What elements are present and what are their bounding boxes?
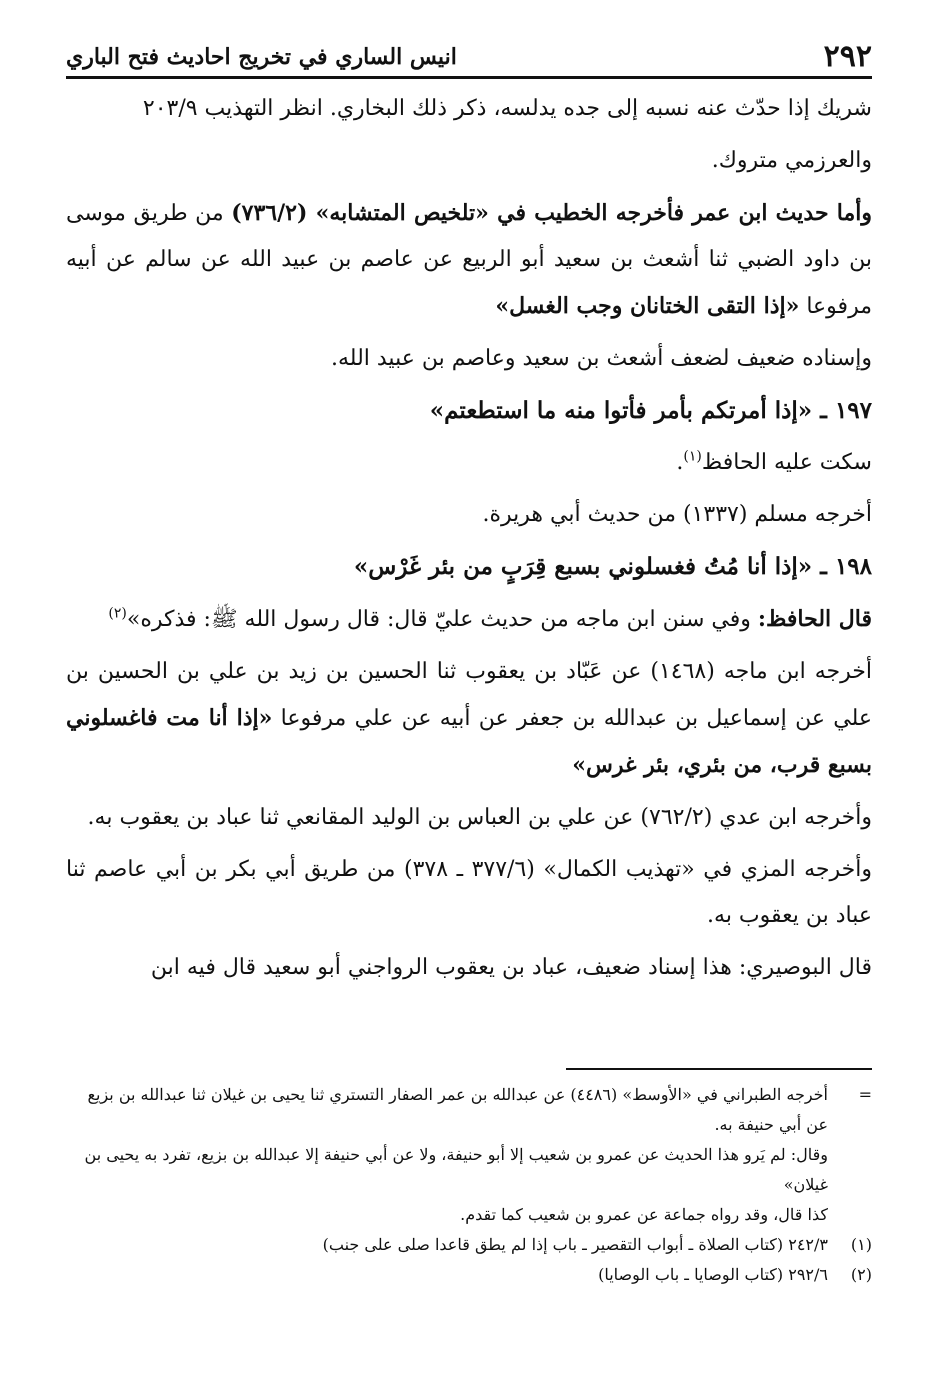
paragraph-text: أخرجه مسلم (١٣٣٧) من حديث أبي هريرة. (482, 502, 872, 527)
page-header (66, 28, 872, 79)
hadith-heading-197 (66, 388, 872, 434)
footnote-continuation (66, 1080, 872, 1140)
paragraph-text: وإسناده ضعيف لضعف أشعث بن سعيد وعاصم بن عبيد الله. (331, 346, 872, 371)
page-number: ٢٩٢ (823, 39, 872, 74)
paragraph (66, 190, 872, 330)
hadith-heading-198 (66, 544, 872, 590)
footnote-text: وقال: لم يَرو هذا الحديث عن عمرو بن شعيب إلا أبو حنيفة، ولا عن أبي حنيفة إلا عبدالله بن بزيع، تفرد به يحيى بن غيلان» (84, 1145, 828, 1194)
hadith-heading-text: ١٩٧ ـ «إذا أمرتكم بأمر فأتوا منه ما استطعتم» (429, 397, 872, 424)
footnotes (66, 1080, 872, 1290)
paragraph (66, 596, 872, 643)
footnote-text: أخرجه الطبراني في «الأوسط» (٤٤٨٦) عن عبدالله بن عمر الصفار التستري ثنا يحيى بن غيلان ثنا عبدالله بن بزيع عن أبي حنيفة به. (87, 1085, 828, 1134)
paragraph (66, 847, 872, 939)
paragraph (66, 86, 872, 132)
footnote-text: ٢٤٢/٣ (كتاب الصلاة ـ أبواب التقصير ـ باب إذا لم يطق قاعدا صلى على جنب) (322, 1235, 828, 1254)
footnote-continuation (66, 1200, 872, 1230)
running-title: انيس الساري في تخريج احاديث فتح الباري (66, 44, 457, 70)
paragraph-text: وأخرجه المزي في «تهذيب الكمال» (٣٧٧/٦ ـ ٣٧٨) من طريق أبي بكر بن أبي عاصم ثنا عباد بن يعقوب به. (66, 857, 872, 928)
footnote-marker: (١) (850, 1235, 872, 1254)
paragraph-text: أخرجه ابن ماجه (١٤٦٨) عن عَبّاد بن يعقوب ثنا الحسين بن زيد بن علي بن الحسين بن علي عن إسماعيل بن عبدالله بن جعفر عن أبيه عن علي مرفوعا (66, 659, 872, 731)
footnote-marker-spacer (828, 1140, 872, 1200)
paragraph (66, 795, 872, 841)
footnote-divider (566, 1068, 872, 1070)
hadith-heading-text: ١٩٨ ـ «إذا أنا مُتُ فغسلوني بسبع قِرَبٍ من بئر غَرْس» (353, 553, 872, 580)
paragraph-text: وأخرجه ابن عدي (٧٦٢/٢) عن علي بن العباس بن الوليد المقانعي ثنا عباد بن يعقوب به. (87, 805, 872, 830)
footnote-marker-spacer (828, 1200, 872, 1230)
main-text (66, 86, 872, 997)
hadith-quote: «إذا التقى الختانان وجب الغسل» (495, 293, 800, 319)
paragraph-text: . (676, 450, 684, 475)
paragraph-text: وفي سنن ابن ماجه من حديث عليّ قال: قال رسول الله ﷺ: فذكره» (126, 607, 758, 632)
paragraph (66, 945, 872, 991)
footnote-ref[interactable]: (١) (683, 448, 702, 465)
paragraph (66, 336, 872, 382)
footnote-2 (66, 1260, 872, 1290)
paragraph-text: سكت عليه الحافظ (701, 450, 872, 475)
footnote-1 (66, 1230, 872, 1260)
paragraph-lead: قال الحافظ: (757, 606, 872, 632)
footnote-ref[interactable]: (٢) (108, 605, 127, 622)
footnote-text: كذا قال، وقد رواه جماعة عن عمرو بن شعيب كما تقدم. (460, 1205, 828, 1224)
paragraph-text: شريك إذا حدّث عنه نسبه إلى جده يدلسه، ذكر ذلك البخاري. انظر التهذيب ٢٠٣/٩ (142, 96, 872, 121)
footnote-marker: (٢) (850, 1265, 872, 1284)
paragraph-text: من طريق موسى بن داود الضبي ثنا أشعث بن سعيد أبو الربيع عن عاصم بن عبيد الله عن سالم عن أبيه مرفوعا (66, 201, 872, 319)
paragraph (66, 649, 872, 789)
footnote-marker: = (858, 1085, 872, 1104)
footnote-continuation (66, 1140, 872, 1200)
paragraph (66, 138, 872, 184)
paragraph (66, 440, 872, 486)
paragraph-text: والعرزمي متروك. (711, 148, 872, 173)
hadith-quote: «إذا أنا مت فاغسلوني بسبع قرب، من بئري، بئر غرس» (66, 705, 872, 778)
footnote-text: ٢٩٢/٦ (كتاب الوصايا ـ باب الوصايا) (598, 1265, 828, 1284)
paragraph-text: قال البوصيري: هذا إسناد ضعيف، عباد بن يعقوب الرواجني أبو سعيد قال فيه ابن (150, 955, 872, 980)
paragraph-lead: وأما حديث ابن عمر فأخرجه الخطيب في «تلخيص المتشابه» (٧٣٦/٢) (231, 200, 872, 226)
paragraph (66, 492, 872, 538)
